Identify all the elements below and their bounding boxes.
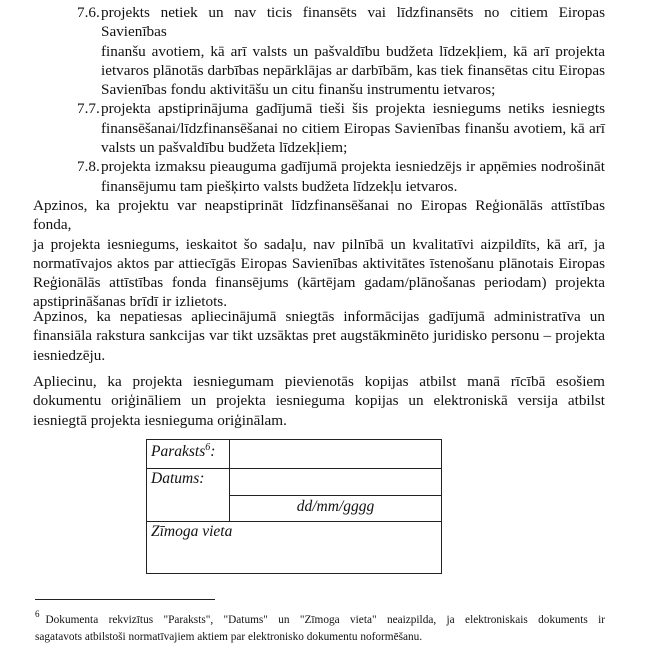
list-number: 7.7. — [77, 100, 100, 118]
paragraph-copies-certification — [33, 372, 605, 430]
signature-label — [151, 442, 215, 461]
table-divider — [147, 468, 441, 469]
list-number: 7.6. — [77, 4, 100, 21]
table-divider — [229, 495, 441, 496]
list-item-7-7 — [77, 99, 605, 157]
signature-label-text: Paraksts — [151, 443, 206, 461]
footnote-number: 6 — [35, 609, 40, 619]
paragraph-sanctions-notice — [33, 307, 605, 365]
footnote-line — [35, 606, 605, 629]
paragraph-erdf-funding-notice — [33, 196, 605, 312]
paragraph-line: Reģionālās attīstības fonda finansējums (kārtējam gadam/plānošanas periodam) projekta — [33, 274, 605, 292]
signature-field[interactable] — [230, 440, 441, 468]
footnote-ref: 6 — [205, 442, 211, 453]
paragraph-line: ja projekta iesniegums, ieskaitot šo sadaļu, nav pilnībā un kvalitatīvi aizpildīts, kā arī, ja — [33, 235, 605, 253]
list-item-7-8 — [77, 157, 605, 196]
signature-colon: : — [210, 443, 216, 461]
list-line: projekts netiek un nav ticis finansēts vai līdzfinansēts no citiem Eiropas Savienības — [101, 4, 605, 41]
table-divider — [229, 440, 230, 522]
paragraph-line: Apzinos, ka nepatiesas apliecinājumā sniegtās informācijas gadījumā administratīva un — [33, 308, 605, 325]
date-field[interactable] — [230, 469, 441, 495]
date-format-hint: dd/mm/gggg — [296, 498, 375, 515]
list-line: finansējumu tam piešķirto valsts budžeta līdzekļu ietvaros. — [101, 177, 458, 195]
stamp-place-label: Zīmoga vieta — [151, 523, 233, 540]
list-line: finansēšanai/līdzfinansēšanai no citiem Eiropas Savienības finanšu avotiem, kā arī — [101, 119, 605, 137]
paragraph-line: apstiprināšanas brīdī ir izlietots. — [33, 293, 228, 311]
table-divider — [147, 521, 441, 522]
footnote-separator — [35, 599, 215, 600]
stamp-field[interactable] — [147, 522, 441, 573]
list-line: projekta izmaksu pieauguma gadījumā projekta iesniedzējs ir apņēmies nodrošināt — [101, 158, 605, 176]
list-line: projekta apstiprinājuma gadījumā tieši šis projekta iesniegums netiks iesniegts — [101, 100, 605, 118]
list-line: Savienības fondu aktivitāšu un citu finanšu instrumentu ietvaros; — [101, 81, 496, 99]
list-line: finanšu avotiem, kā arī valsts un pašvaldību budžeta līdzekļiem, kā arī projekta — [101, 42, 605, 60]
paragraph-line: normatīvajos aktos par attiecīgās Eiropas Savienības aktivitātes īstenošanu plānotais Eiropas — [33, 254, 605, 272]
declaration-list — [77, 3, 605, 196]
footnote-line: sagatavots atbilstoši normatīvajiem aktiem par elektronisko dokumentu noformēšanu. — [35, 630, 423, 643]
list-item-7-6 — [77, 3, 605, 99]
signature-table — [146, 439, 442, 574]
list-line: ietvaros plānotās darbības nepārklājas ar darbībām, kas tiek finansētas citu Eiropas — [101, 61, 605, 79]
paragraph-line: iesniedzēju. — [33, 346, 106, 364]
paragraph-line: finansiāla rakstura sankcijas var tikt uzsāktas pret augstākminēto juridisko personu – projekta — [33, 327, 605, 345]
paragraph-line: iesniegtā projekta iesnieguma oriģinālam. — [33, 411, 287, 429]
paragraph-line: Apzinos, ka projektu var neapstiprināt līdzfinansēšanai no Eiropas Reģionālās attīstības fonda, — [33, 197, 605, 234]
footnote — [35, 606, 605, 645]
paragraph-line: dokumentu oriģināliem un projekta iesnieguma kopijas un elektroniskā versija atbilst — [33, 392, 605, 410]
list-line: valsts un pašvaldību budžeta līdzekļiem; — [101, 139, 348, 157]
date-label: Datums: — [151, 470, 205, 487]
footnote-text: Dokumenta rekvizītus "Paraksts", "Datums" un "Zīmoga vieta" neaizpilda, ja elektroniskais dokuments ir — [45, 614, 605, 626]
paragraph-line: Apliecinu, ka projekta iesniegumam pievienotās kopijas atbilst manā rīcībā esošiem — [33, 373, 605, 390]
list-number: 7.8. — [77, 158, 100, 176]
